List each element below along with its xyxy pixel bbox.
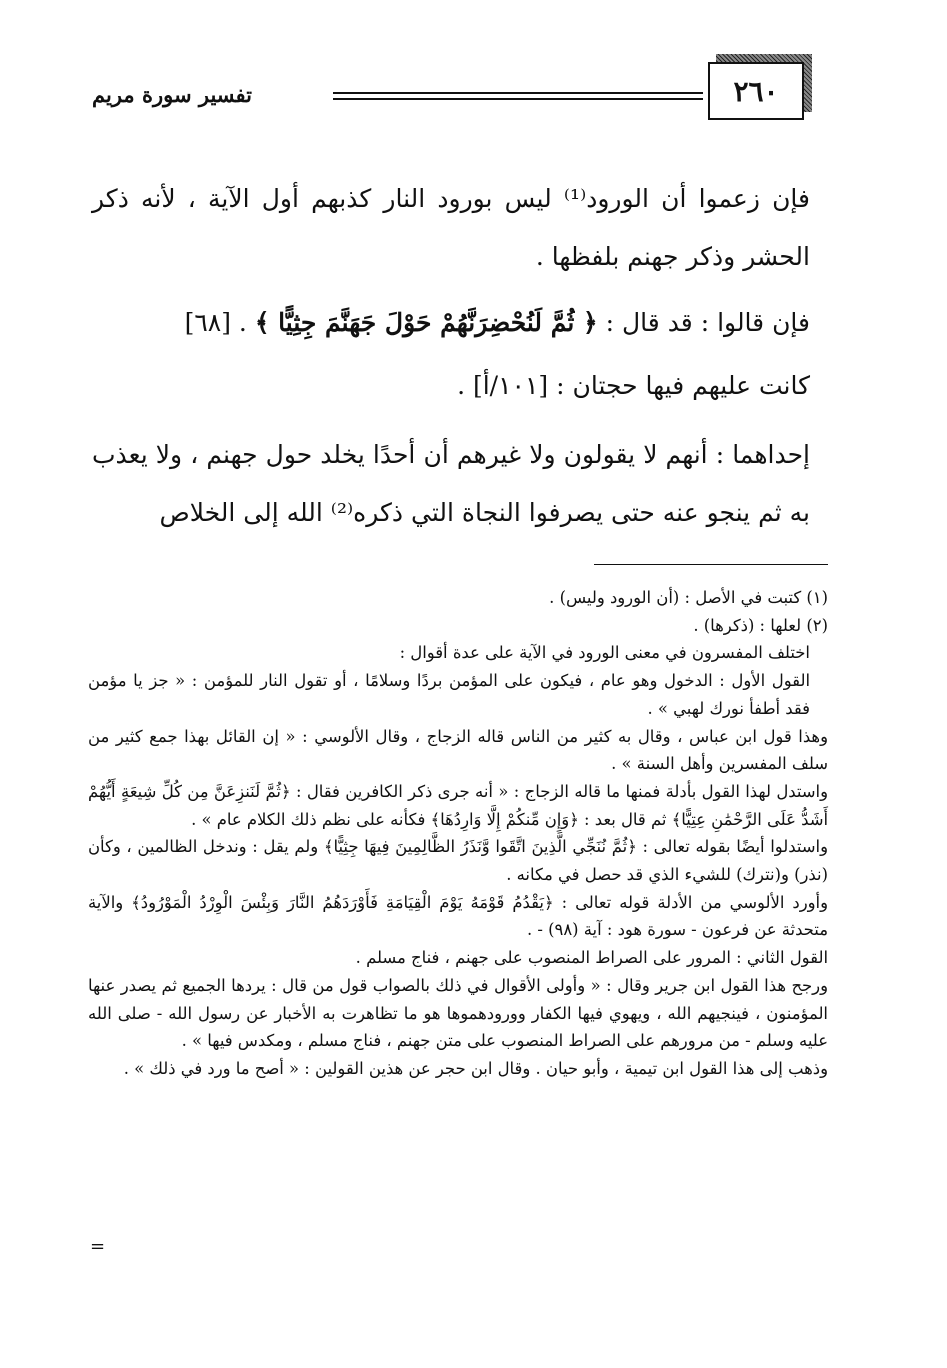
footnote-note-intro: اختلف المفسرون في معنى الورود في الآية على عدة أقوال : [399,643,810,663]
page-number-box [708,62,804,120]
body-paragraph-3 [92,357,810,425]
footnote-note-evidence: واستدلوا أيضًا بقوله تعالى : ﴿ثُمَّ نُنَجِّي الَّذِينَ اتَّقَوا وَّنَذَرُ الظَّالِمِينَ فِيهَا جِثِيًّا﴾ ولم يقل : وندخل الظالمين ، وكأن (نذر) و(نترك) للشيء الذي قد حصل في مكانه . [88,837,828,885]
header-rule-top [333,92,703,94]
paragraph-2-suffix: . [٦٨] [184,308,247,337]
footnote-separator [594,564,828,565]
body-paragraph-4 [92,426,810,552]
footnote-note-alusi: وأورد الألوسي من الأدلة قوله تعالى : ﴿يَقْدُمُ قَوْمَهُ يَوْمَ الْقِيَامَةِ فَأَوْرَدَهُمُ النَّارَ وَبِئْسَ الْوِرْدُ الْمَوْرُودُ﴾ والآية متحدثة عن فرعون - سورة هود : آية (٩٨) - . [88,892,828,940]
footnote-2: (٢) لعلها : (ذكرها) . [693,615,828,635]
quran-ayah: ﴿ ثُمَّ لَنُحْضِرَنَّهُمْ حَوْلَ جَهَنَّمَ جِثِيًّا ﴾ [254,308,598,337]
body-paragraph-2 [92,294,810,362]
footnote-1: (١) كتبت في الأصل : (أن الورود وليس) . [549,588,828,607]
paragraph-4: إحداهما : أنهم لا يقولون ولا غيرهم أن أحدًا يخلد حول جهنم ، ولا يعذب به ثم ينجو عنه حتى يصرفوا النجاة التي ذكره⁽²⁾ الله إلى الخلاص [92,440,810,527]
paragraph-2 [92,294,810,352]
running-title: تفسير سورة مريم [92,82,252,107]
footnote-note-ibn-abbas: وهذا قول ابن عباس ، وقال به كثير من الناس قاله الزجاج ، وقال الألوسي : « إن القائل بهذا جمع كثير من سلف المفسرين وأهل السنة » . [88,726,828,774]
footnotes [88,584,828,1083]
footnote-note-ibn-taymiyya: وذهب إلى هذا القول ابن تيمية ، وأبو حيان . وقال ابن حجر عن هذين القولين : « أصح ما ورد في ذلك » . [123,1058,828,1078]
paragraph-1: فإن زعموا أن الورود⁽¹⁾ ليس بورود النار كذبهم أول الآية ، لأنه ذكر الحشر وذكر جهنم بلفظها . [92,184,810,271]
continuation-mark: = [90,1236,106,1257]
header-rule-bottom [333,98,703,100]
footnote-note-ibn-jarir: ورجح هذا القول ابن جرير وقال : « وأولى الأقوال في ذلك بالصواب قول من قال : يردها الجميع ثم يصدر عنها المؤمنون ، فينجيهم الله ، ويهوي فيها الكفار وورودهموها هو ما تظاهرت به الأخبار عن رسول الله - صلى الله عليه وسلم - من مرورهم على الصراط المنصوب على متن جهنم ، فناج مسلم ، ومكدس فيها » . [88,975,828,1051]
paragraph-2-prefix: فإن قالوا : قد قال : [605,308,810,337]
paragraph-3: كانت عليهم فيها حجتان : [١٠١/أ] . [457,371,810,400]
footnote-note-first-view: القول الأول : الدخول وهو عام ، فيكون على المؤمن بردًا وسلامًا ، أو تقول النار للمؤمن : « جز يا مؤمن فقد أطفأ نورك لهبي » . [88,671,810,718]
footnote-note-second-view: القول الثاني : المرور على الصراط المنصوب على جهنم ، فناج مسلم . [355,948,828,968]
page-number: ٢٦٠ [733,74,779,108]
footnote-note-zajjaj: واستدل لهذا القول بأدلة فمنها ما قاله الزجاج : « أنه جرى ذكر الكافرين فقال : ﴿ثُمَّ لَنَنزِعَنَّ مِن كُلِّ شِيعَةٍ أَيُّهُمْ أَشَدُّ عَلَى الرَّحْمَٰنِ عِتِيًّا﴾ ثم قال بعد : ﴿وَإِن مِّنكُمْ إِلَّا وَارِدُهَا﴾ فكأنه على نظم ذلك الكلام عام » . [88,781,828,829]
body-paragraph-1 [92,170,810,296]
